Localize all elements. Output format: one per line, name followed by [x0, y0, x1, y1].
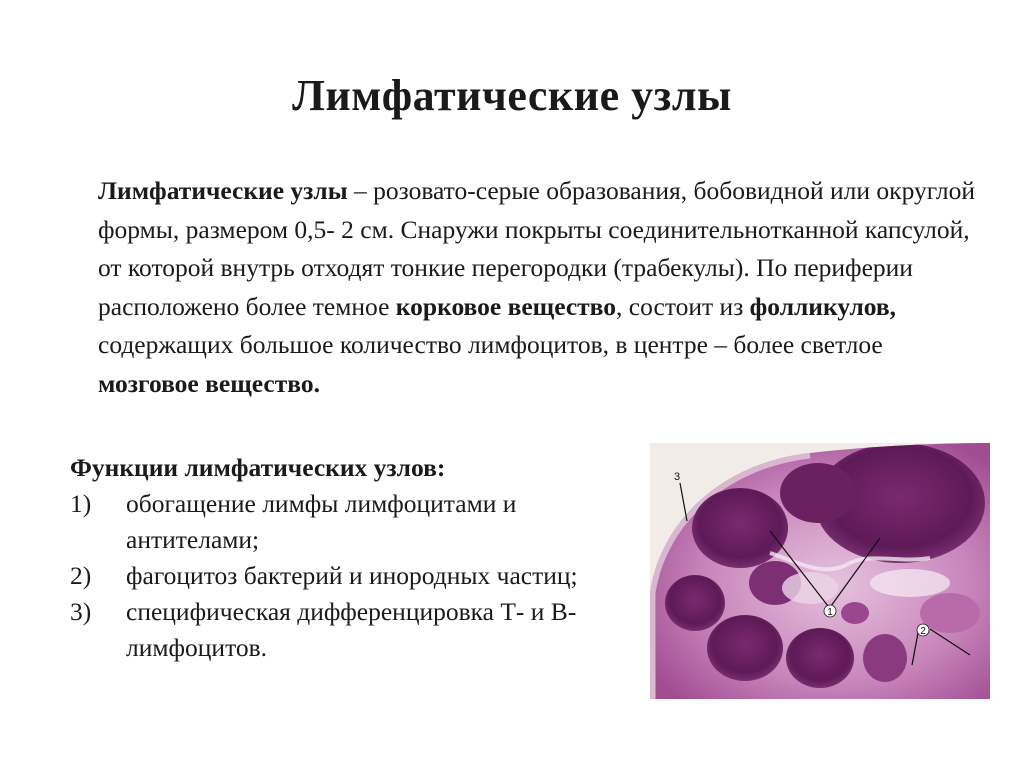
- function-item: [70, 486, 610, 558]
- function-item: [70, 594, 610, 666]
- functions-section: [70, 450, 610, 666]
- term-lymph-nodes: Лимфатические узлы: [98, 176, 348, 205]
- function-number: 3): [70, 597, 92, 626]
- label-1: 1: [827, 607, 833, 618]
- functions-list: [70, 486, 610, 666]
- function-text: специфическая дифференцировка Т- и В-лимфоцитов.: [126, 597, 577, 662]
- term-cortex: корковое вещество: [395, 291, 617, 321]
- label-2: 2: [920, 626, 926, 637]
- function-item: [70, 558, 610, 594]
- lymph-node-micrograph: [650, 443, 990, 699]
- functions-heading: Функции лимфатических узлов:: [70, 453, 446, 482]
- slide-title: Лимфатические узлы: [292, 71, 732, 120]
- function-text: обогащение лимфы лимфоцитами и антителами;: [126, 489, 517, 554]
- label-3: 3: [673, 471, 681, 483]
- description-paragraph: [98, 172, 978, 404]
- desc-text-3: содержащих большое количество лимфоцитов, в центре – более светлое: [98, 330, 883, 360]
- term-follicles: фолликулов,: [749, 291, 897, 321]
- term-medulla: мозговое вещество.: [98, 368, 320, 398]
- function-number: 2): [70, 561, 92, 590]
- desc-text-1: – розовато-серые образования, бобовидной или округлой формы, размером 0,5- 2 см. Снаружи покрыты соединительнотканной капсулой, от которой внутрь отходят тонкие перегородки (трабекулы). По периферии расположено более темное: [98, 176, 976, 321]
- function-text: фагоцитоз бактерий и инородных частиц;: [126, 561, 578, 590]
- function-number: 1): [70, 489, 92, 518]
- desc-text-2: , состоит из: [616, 291, 750, 321]
